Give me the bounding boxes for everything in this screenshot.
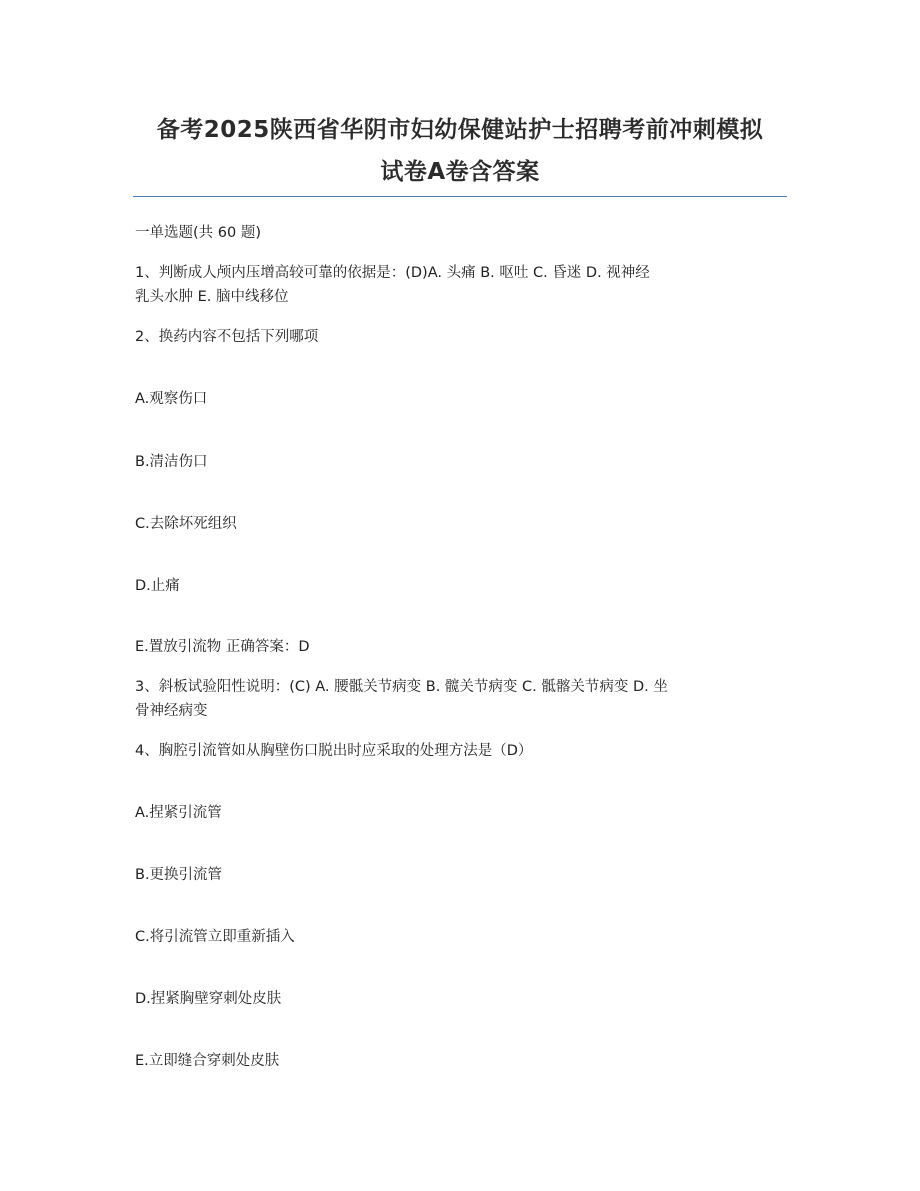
question-4-option-b: B.更换引流管	[135, 867, 223, 883]
document-title-line-2: 试卷A卷含答案	[380, 159, 540, 185]
question-1-line-1: 1、判断成人颅内压增高较可靠的依据是：(D)A. 头痛 B. 呕吐 C. 昏迷 D. 视神经	[135, 265, 650, 281]
question-2-option-c: C.去除坏死组织	[135, 516, 237, 532]
title-divider	[133, 196, 787, 197]
question-4-option-a: A.捏紧引流管	[135, 805, 222, 821]
question-2-stem: 2、换药内容不包括下列哪项	[135, 329, 319, 345]
question-2-option-e-with-answer: E.置放引流物 正确答案：D	[135, 639, 310, 655]
question-3-line-1: 3、斜板试验阳性说明：(C) A. 腰骶关节病变 B. 髋关节病变 C. 骶髂关节病变 D. 坐	[135, 679, 668, 695]
question-1-line-2: 乳头水肿 E. 脑中线移位	[135, 289, 289, 305]
question-2-option-a: A.观察伤口	[135, 391, 208, 407]
question-2-option-b: B.清洁伤口	[135, 454, 208, 470]
question-4-stem: 4、胸腔引流管如从胸壁伤口脱出时应采取的处理方法是（D）	[135, 743, 533, 759]
question-4-option-d: D.捏紧胸壁穿刺处皮肤	[135, 991, 282, 1007]
question-4-option-e: E.立即缝合穿刺处皮肤	[135, 1053, 280, 1069]
question-2-option-d: D.止痛	[135, 578, 180, 594]
question-4-option-c: C.将引流管立即重新插入	[135, 929, 295, 945]
question-3-line-2: 骨神经病变	[135, 703, 208, 719]
section-heading: 一单选题(共 60 题)	[135, 225, 261, 241]
document-title-line-1: 备考2025陕西省华阴市妇幼保健站护士招聘考前冲刺模拟	[156, 117, 764, 143]
